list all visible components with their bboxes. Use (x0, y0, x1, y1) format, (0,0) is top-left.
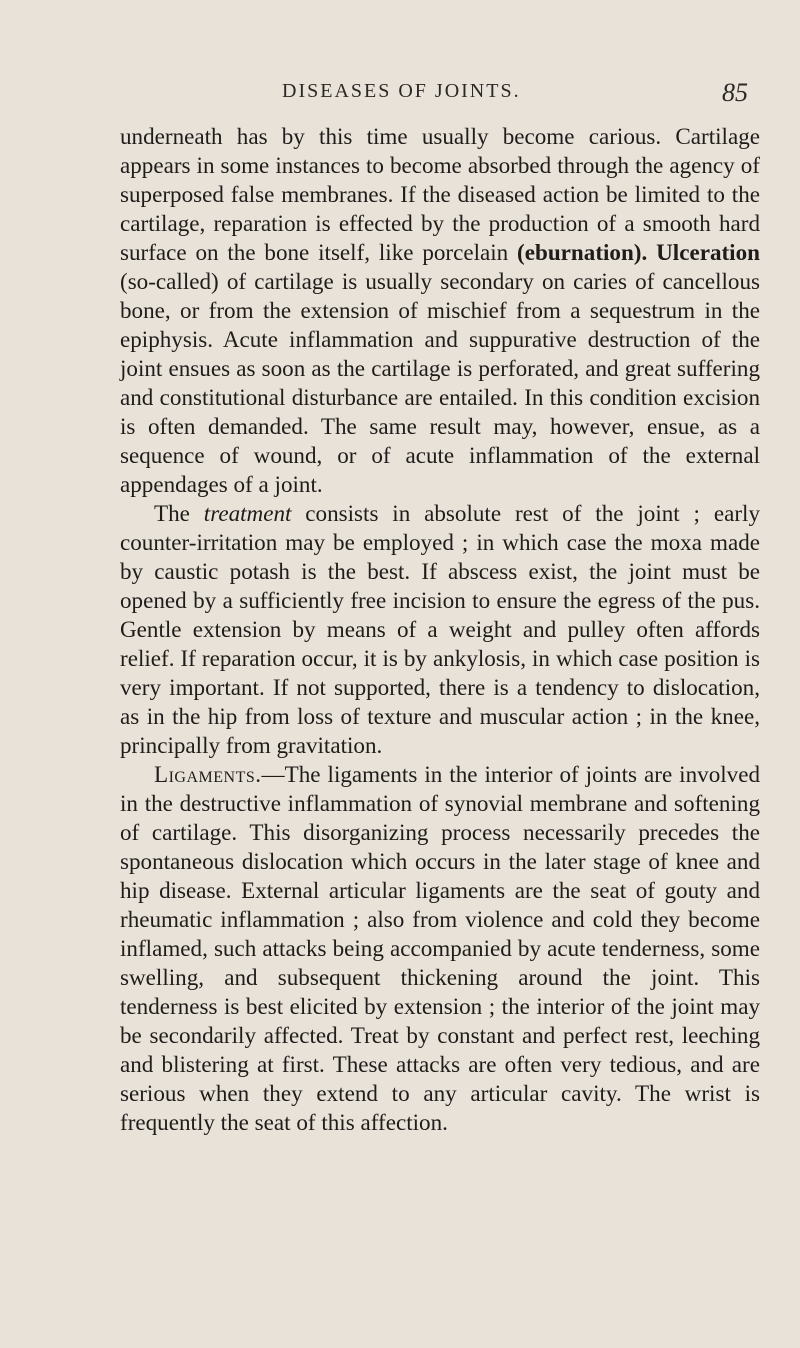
section-heading-ligaments: Ligaments. (154, 761, 262, 787)
paragraph-ligaments (120, 760, 760, 1137)
paragraph-text: The (154, 500, 204, 526)
paragraph-text: consists in absolute rest of the joint ; early counter-irritation may be employed ; in which case the moxa made by caustic potash is the best. If abscess exist, the joint must be opened by a sufficiently free incision to ensure the egress of the pus. Gentle extension by means of a weight and pulley often affords relief. If reparation occur, it is by ankylosis, in which case position is very important. If not supported, there is a tendency to dislocation, as in the hip from loss of texture and muscular action ; in the knee, principally from gravitation. (120, 500, 760, 758)
paragraph-cartilage (120, 122, 760, 499)
running-title: DISEASES OF JOINTS. (282, 80, 521, 102)
paragraph-text (647, 239, 656, 265)
running-header (0, 78, 800, 118)
paragraph-treatment (120, 499, 760, 760)
page-number: 85 (722, 78, 748, 107)
term-eburnation: (eburnation). (517, 239, 648, 265)
paragraph-text: (so-called) of cartilage is usually secondary on caries of cancellous bone, or from the extension of mischief from a sequestrum in the epiphysis. Acute inflammation and suppurative destruction of the joint ensues as soon as the cartilage is perforated, and great suffering and constitutional disturbance are entailed. In this condition excision is often demanded. The same result may, however, ensue, as a sequence of wound, or of acute inflammation of the external appendages of a joint. (120, 268, 760, 497)
term-ulceration: Ulceration (656, 239, 760, 265)
body-text (120, 122, 760, 1137)
term-treatment: treatment (203, 500, 292, 526)
paragraph-text: underneath has by this time usually become carious. Cartilage appears in some instances to become absorbed through the agency of superposed false membranes. If the diseased action be limited to the cartilage, reparation is effected by the production of a smooth hard surface on the bone itself, like porcelain (120, 123, 760, 265)
paragraph-text: —The ligaments in the interior of joints are involved in the destructive inflammation of synovial membrane and softening of cartilage. This disorganizing process necessarily precedes the spontaneous dislocation which occurs in the later stage of knee and hip disease. External articular ligaments are the seat of gouty and rheumatic inflammation ; also from violence and cold they become inflamed, such attacks being accompanied by acute tenderness, some swelling, and subsequent thickening around the joint. This tenderness is best elicited by extension ; the interior of the joint may be secondarily affected. Treat by constant and perfect rest, leeching and blistering at first. These attacks are often very tedious, and are serious when they extend to any articular cavity. The wrist is frequently the seat of this affection. (120, 761, 760, 1135)
